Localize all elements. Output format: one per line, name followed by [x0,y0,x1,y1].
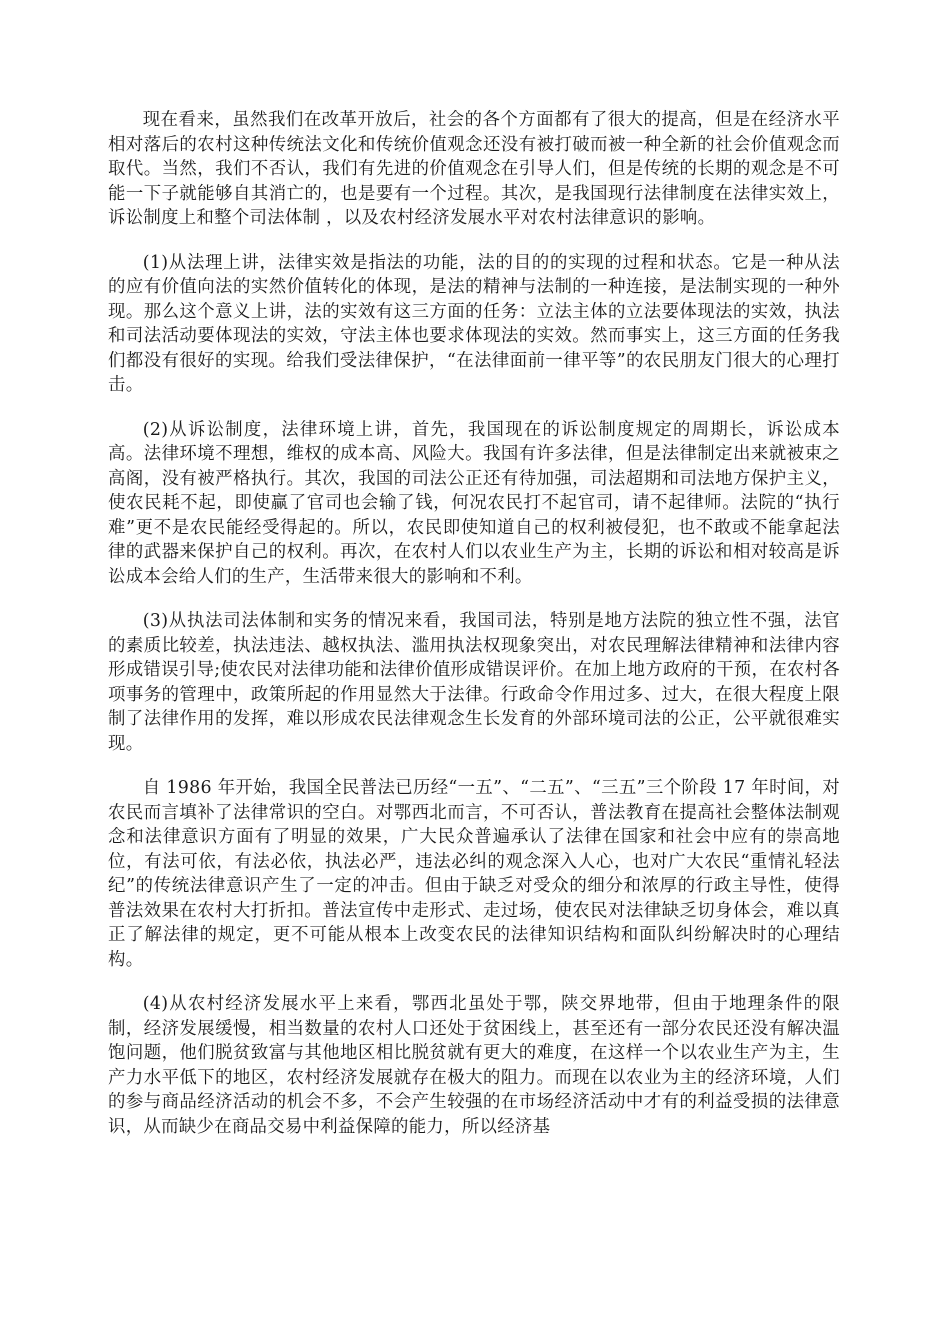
paragraph-point-2: (2)从诉讼制度，法律环境上讲，首先，我国现在的诉讼制度规定的周期长，诉讼成本高。法律环境不理想，维权的成本高、风险大。我国有许多法律，但是法律制定出来就被束之高阁，没有被严格执行。其次，我国的司法公正还有待加强，司法超期和司法地方保护主义，使农民耗不起，即使赢了官司也会输了钱，何况农民打不起官司，请不起律师。法院的“执行难”更不是农民能经受得起的。所以，农民即使知道自己的权利被侵犯，也不敢或不能拿起法律的武器来保护自己的权利。再次，在农村人们以农业生产为主，长期的诉讼和相对较高是诉讼成本会给人们的生产，生活带来很大的影响和不利。 [108,419,840,587]
paragraph-intro: 现在看来，虽然我们在改革开放后，社会的各个方面都有了很大的提高，但是在经济水平相对落后的农村这种传统法文化和传统价值观念还没有被打破而被一种全新的社会价值观念而取代。当然，我们不否认，我们有先进的价值观念在引导人们，但是传统的长期的观念是不可能一下子就能够自其消亡的，也是要有一个过程。其次，是我国现行法律制度在法律实效上，诉讼制度上和整个司法体制 ，以及农村经济发展水平对农村法律意识的影响。 [108,110,840,228]
document-body [108,108,840,1159]
paragraph-point-1: (1)从法理上讲，法律实效是指法的功能，法的目的的实现的过程和状态。它是一种从法的应有价值向法的实然价值转化的体现，是法的精神与法制的一种连接，是法制实现的一种外现。那么这个意义上讲，法的实效有这三方面的任务：立法主体的立法要体现法的实效，执法和司法活动要体现法的实效，守法主体也要求体现法的实效。然而事实上，这三方面的任务我们都没有很好的实现。给我们受法律保护，“在法律面前一律平等”的农民朋友门很大的心理打击。 [108,252,840,395]
paragraph-point-3: (3)从执法司法体制和实务的情况来看，我国司法，特别是地方法院的独立性不强，法官的素质比较差，执法违法、越权执法、滥用执法权现象突出，对农民理解法律精神和法律内容形成错误引导;使农民对法律功能和法律价值形成错误评价。在加上地方政府的干预，在农村各项事务的管理中，政策所起的作用显然大于法律。行政命令作用过多、过大，在很大程度上限制了法律作用的发挥，难以形成农民法律观念生长发育的外部环境司法的公正，公平就很难实现。 [108,611,840,754]
paragraph-legal-education: 自 1986 年开始，我国全民普法已历经“一五”、“二五”、“三五”三个阶段 17 年时间，对农民而言填补了法律常识的空白。对鄂西北而言，不可否认，普法教育在提高社会整体法制观念和法律意识方面有了明显的效果，广大民众普遍承认了法律在国家和社会中应有的崇高地位，有法可依，有法必依，执法必严，违法必纠的观念深入人心，也对广大农民“重情礼轻法纪”的传统法律意识产生了一定的冲击。但由于缺乏对受众的细分和浓厚的行政主导性，使得普法效果在农村大打折扣。普法宣传中走形式、走过场，使农民对法律缺乏切身体会，难以真正了解法律的规定，更不可能从根本上改变农民的法律知识结构和面队纠纷解决时的心理结构。 [108,778,840,970]
paragraph-point-4: (4)从农村经济发展水平上来看，鄂西北虽处于鄂，陕交界地带，但由于地理条件的限制，经济发展缓慢，相当数量的农村人口还处于贫困线上，甚至还有一部分农民还没有解决温饱问题，他们脱贫致富与其他地区相比脱贫就有更大的难度，在这样一个以农业生产为主，生产力水平低下的地区，农村经济发展就存在极大的阻力。而现在以农业为主的经济环境，人们的参与商品经济活动的机会不多，不会产生较强的在市场经济活动中才有的利益受损的法律意识，从而缺少在商品交易中利益保障的能力，所以经济基 [108,994,840,1137]
